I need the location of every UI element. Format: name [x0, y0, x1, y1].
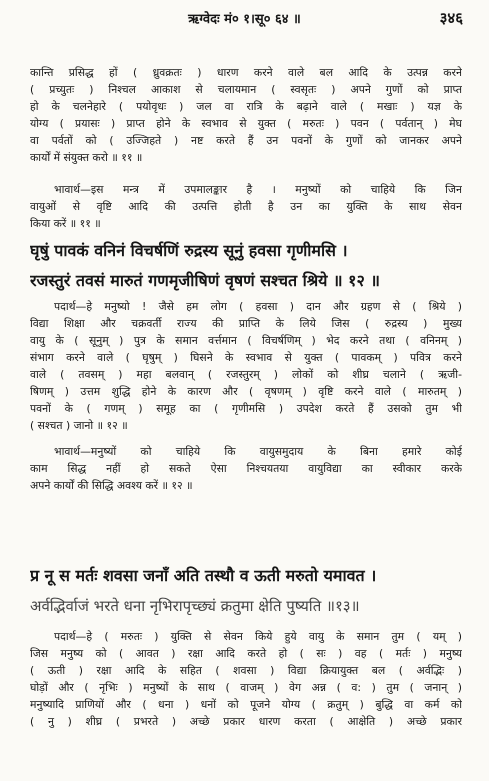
verse-line: घृषुं पावकं वनिनं विचर्षणिं रुद्रस्य सूनुं हवसा गृणीमसि । [30, 241, 348, 260]
text-line: काम सिद्ध नहीं हो सकते ऐसा निश्चयतया वायुविद्या का स्वीकार करके [30, 462, 462, 475]
paragraph-verse-11-meaning [30, 64, 462, 166]
text-line: योग्य ( प्रयासः ) प्राप्त होने के स्वभाव से युक्त ( मरुतः ) पवन ( पर्वतान् ) मेघ [30, 117, 462, 130]
text-line: संभाग करने वाले ( घृषुम् ) घिसने के स्वभाव से युक्त ( पावकम् ) पवित्र करने [30, 351, 462, 364]
verse-12 [30, 236, 462, 296]
text-line: पदार्थ—हे मनुष्यो ! जैसे हम लोग ( हवसा ) दान और ग्रहण से ( श्रिये ) [54, 300, 462, 313]
page-number: ३४६ [439, 9, 463, 27]
text-line: वा पर्वतों को ( उज्जिहते ) नष्ट करते हैं उन पवनों के गुणों को जानकर अपने [30, 134, 462, 147]
bhavartha-12 [30, 443, 462, 494]
text-line: वायु के ( सूनुम् ) पुत्र के समान वर्त्तमान ( विचर्षणिम् ) भेद करने तथा ( वनिनम् ) [30, 334, 462, 347]
text-line: ( प्रच्युतः ) निश्चल आकाश से चलायमान ( स्वसृतः ) अपने गुणों को प्राप्त [30, 83, 462, 96]
running-title: ऋग्वेदः मं० १।सू० ६४ ॥ [188, 12, 301, 27]
text-line: वाले ( तवसम् ) महा बलवान् ( रजस्तुरम् ) लोकों को शीघ्र चलाने ( ऋजी- [30, 368, 462, 381]
page-header [0, 6, 489, 32]
text-line: भावार्थ—मनुष्यों को चाहिये कि वायुसमुदाय के बिना हमारे कोई [54, 445, 462, 458]
text-line: मनुष्यादि प्राणियों और ( धना ) धनों को पूजने योग्य ( क्रतुम् ) बुद्धि वा कर्म को [30, 698, 462, 711]
text-line: पवनों के ( गणम् ) समूह का ( गृणीमसि ) उपदेश करते हैं उसको तुम भी [30, 402, 462, 415]
text-line: कार्यों में संयुक्त करो ॥ ११ ॥ [30, 151, 143, 164]
padartha-13 [30, 628, 462, 730]
verse-line: रजस्तुरं तवसं मारुतं गणमृजीषिणं वृषणं सश्चत श्रिये ॥ १२ ॥ [30, 271, 380, 290]
text-line: घोड़ों और ( नृभिः ) मनुष्यों के साथ ( वाजम् ) वेग अन्न ( व: ) तुम ( जनान् ) [30, 681, 462, 694]
verse-13 [30, 561, 462, 621]
text-line: कान्ति प्रसिद्ध हों ( ध्रुवक्रतः ) धारण करने वाले बल आदि के उत्पन्न करने [30, 66, 462, 79]
text-line: अपने कार्यों की सिद्धि अवश्य करें ॥ १२ ॥ [30, 479, 193, 492]
verse-line: अर्वद्भिर्वाजं भरते धना नृभिरापृच्छ्यं क्रतुमा क्षेति पुष्यति ॥१३॥ [30, 597, 360, 615]
text-line: ( नु ) शीघ्र ( प्रभरते ) अच्छे प्रकार धारण करता ( आक्षेति ) अच्छे प्रकार [30, 715, 462, 728]
text-line: षिणम् ) उत्तम शुद्धि होने के कारण और ( वृषणम् ) वृष्टि करने वाले ( मारुतम् ) [30, 385, 462, 398]
verse-line: प्र नू स मर्तः शवसा जनाँ अति तस्थौ व ऊती मरुतो यमावत । [30, 566, 377, 585]
text-line: जिस मनुष्य को ( आवत ) रक्षा आदि करते हो ( सः ) वह ( मर्तः ) मनुष्य [30, 647, 462, 660]
text-line: किया करें ॥ ११ ॥ [30, 217, 101, 230]
text-line: विद्या शिक्षा और चक्रवर्ती राज्य की प्राप्ति के लिये जिस ( रुद्रस्य ) मुख्य [30, 317, 462, 330]
padartha-12 [30, 298, 462, 434]
bhavartha-11 [30, 181, 462, 232]
text-line: भावार्थ—इस मन्त्र में उपमालङ्कार है । मनुष्यों को चाहिये कि जिन [54, 183, 462, 196]
text-line: ( ऊती ) रक्षा आदि के सहित ( शवसा ) विद्या क्रियायुक्त बल ( अर्वद्भिः ) [30, 664, 462, 677]
text-line: हो के चलनेहारे ( पयोवृधः ) जल वा रात्रि के बढ़ाने वाले ( मखाः ) यज्ञ के [30, 100, 462, 113]
text-line: ( सश्चत ) जानो ॥ १२ ॥ [30, 419, 128, 432]
text-line: वायुओं से वृष्टि आदि की उत्पत्ति होती है उन का युक्ति के साथ सेवन [30, 200, 462, 213]
text-line: पदार्थ—हे ( मरुतः ) युक्ति से सेवन किये हुये वायु के समान तुम ( यम् ) [54, 630, 462, 643]
